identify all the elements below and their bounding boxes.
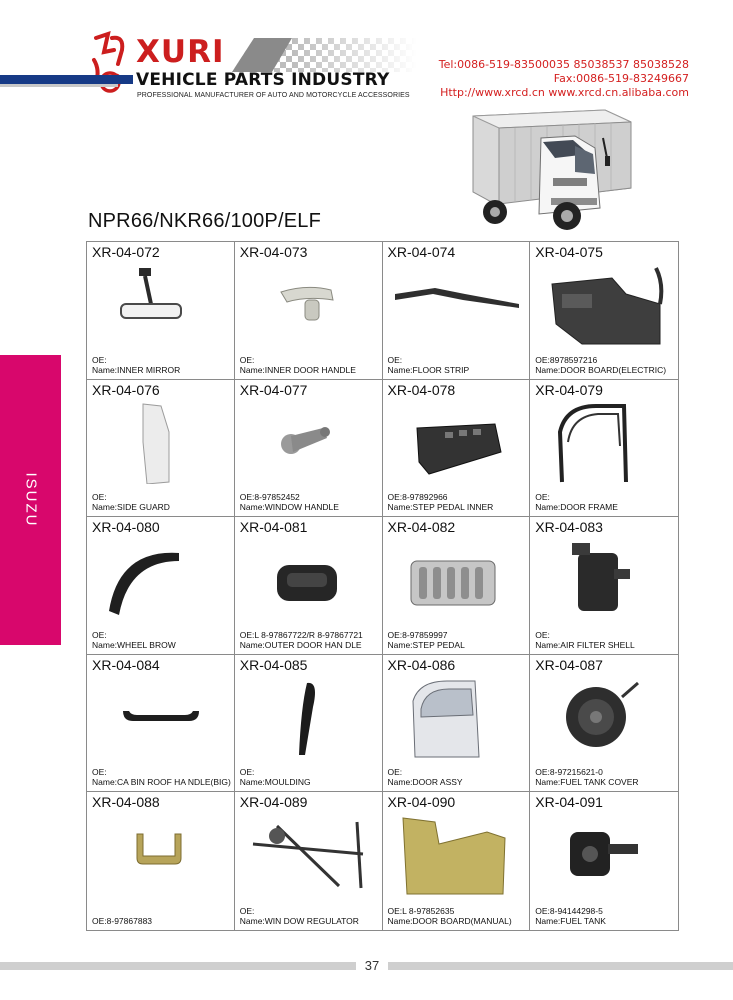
part-code: XR-04-079 <box>535 381 603 398</box>
wheel-brow-image <box>99 539 223 621</box>
door-assy-image <box>395 677 519 759</box>
side-tab-label: ISUZU <box>22 472 39 528</box>
handle-bracket-image <box>99 814 223 896</box>
part-cell[interactable] <box>383 380 531 518</box>
part-oe: OE: <box>239 767 255 778</box>
part-info <box>535 630 635 650</box>
part-cell[interactable] <box>383 655 531 793</box>
part-code: XR-04-088 <box>92 794 160 811</box>
checker-pattern-icon <box>232 38 417 72</box>
part-code: XR-04-091 <box>535 794 603 811</box>
part-oe: OE:8-94144298-5 <box>535 906 603 916</box>
part-oe: OE: <box>92 354 107 365</box>
contact-tel: Tel:0086-519-83500035 85038537 85038528 <box>438 58 689 71</box>
part-name: Name:WHEEL BROW <box>92 639 176 650</box>
part-cell[interactable] <box>530 517 678 655</box>
part-code: XR-04-072 <box>92 244 160 260</box>
door-frame-image <box>542 402 666 484</box>
part-code: XR-04-080 <box>92 519 160 536</box>
floor-strip-image <box>395 264 519 346</box>
part-oe: OE:L 8-97867722/R 8-97867721 <box>239 629 363 640</box>
part-info <box>535 355 666 375</box>
part-info <box>92 916 152 926</box>
part-name: Name:MOULDING <box>239 777 311 788</box>
part-code: XR-04-076 <box>92 381 160 398</box>
door-board-electric-image <box>542 264 666 346</box>
part-name: Name:OUTER DOOR HAN DLE <box>239 639 362 650</box>
side-guard-image <box>99 402 223 484</box>
part-info <box>240 355 356 375</box>
part-oe: OE: <box>387 354 403 365</box>
part-cell[interactable] <box>87 792 235 930</box>
part-oe: OE: <box>239 354 255 365</box>
part-code: XR-04-090 <box>387 794 456 811</box>
part-oe: OE:8-97892966 <box>387 492 448 503</box>
part-info <box>535 767 638 787</box>
side-tab-isuzu <box>0 355 61 645</box>
company-name: VEHICLE PARTS INDUSTRY <box>136 70 390 90</box>
header-stripe <box>0 75 133 84</box>
fuel-tank-image <box>542 814 666 896</box>
part-name: Name:STEP PEDAL INNER <box>387 502 494 513</box>
part-info <box>388 355 470 375</box>
footer-bar-left <box>0 962 356 970</box>
part-name: Name:CA BIN ROOF HA NDLE(BIG) <box>92 777 231 788</box>
moulding-image <box>247 677 371 759</box>
part-name: Name:DOOR BOARD(MANUAL) <box>387 916 512 926</box>
part-info <box>388 492 494 512</box>
part-name: Name:SIDE GUARD <box>92 502 170 513</box>
part-cell[interactable] <box>87 655 235 793</box>
footer-bar-right <box>388 962 733 970</box>
part-info <box>388 630 465 650</box>
part-oe: OE:8-97867883 <box>92 916 153 926</box>
part-name: Name:WIN DOW REGULATOR <box>239 916 359 926</box>
fuel-tank-cover-image <box>542 677 666 759</box>
part-name: Name:FLOOR STRIP <box>387 364 470 375</box>
brand-name: XURI <box>136 34 225 70</box>
part-cell[interactable] <box>235 380 383 518</box>
part-info <box>92 355 180 375</box>
part-oe: OE:8978597216 <box>535 354 598 365</box>
part-name: Name:DOOR BOARD(ELECTRIC) <box>535 364 667 375</box>
part-info <box>535 906 606 926</box>
part-name: Name:FUEL TANK <box>535 916 606 926</box>
part-info <box>388 906 512 926</box>
company-tagline: PROFESSIONAL MANUFACTURER OF AUTO AND MOTORCYCLE ACCESSORIES <box>137 92 410 99</box>
parts-grid <box>86 241 679 931</box>
step-pedal-image <box>395 539 519 621</box>
page-number: 37 <box>364 958 380 973</box>
step-pedal-inner-image <box>395 402 519 484</box>
header-stripe-grey <box>0 84 118 87</box>
part-oe: OE: <box>92 767 107 778</box>
part-oe: OE: <box>92 629 107 640</box>
part-info <box>92 630 176 650</box>
part-cell[interactable] <box>383 792 531 930</box>
part-code: XR-04-083 <box>535 519 603 536</box>
part-code: XR-04-073 <box>239 244 308 260</box>
part-oe: OE:8-97859997 <box>387 629 448 640</box>
part-cell[interactable] <box>235 517 383 655</box>
part-code: XR-04-087 <box>535 656 603 673</box>
part-info <box>92 767 231 787</box>
part-code: XR-04-078 <box>387 381 456 398</box>
part-info <box>388 767 463 787</box>
part-oe: OE: <box>239 906 255 916</box>
part-name: Name:STEP PEDAL <box>387 639 465 650</box>
air-filter-shell-image <box>542 539 666 621</box>
model-title: NPR66/NKR66/100P/ELF <box>88 210 322 232</box>
part-cell[interactable] <box>530 380 678 518</box>
part-cell[interactable] <box>383 517 531 655</box>
part-code: XR-04-089 <box>239 794 308 811</box>
part-cell[interactable] <box>383 242 531 380</box>
inner-mirror-image <box>99 264 223 346</box>
part-code: XR-04-077 <box>239 381 308 398</box>
part-cell[interactable] <box>235 792 383 930</box>
truck-image <box>455 108 670 238</box>
part-info <box>240 630 363 650</box>
xuri-logo-icon <box>88 30 132 100</box>
outer-door-handle-image <box>247 539 371 621</box>
window-regulator-image <box>247 814 371 896</box>
contact-web[interactable]: Http://www.xrcd.cn www.xrcd.cn.alibaba.com <box>440 86 689 99</box>
part-cell[interactable] <box>87 242 235 380</box>
part-code: XR-04-084 <box>92 656 160 673</box>
part-cell[interactable] <box>530 242 678 380</box>
part-name: Name:AIR FILTER SHELL <box>535 639 635 650</box>
part-oe: OE: <box>535 492 550 503</box>
inner-door-handle-image <box>247 264 371 346</box>
part-info <box>240 492 339 512</box>
part-cell[interactable] <box>530 655 678 793</box>
part-info <box>240 767 311 787</box>
part-name: Name:DOOR ASSY <box>387 777 463 788</box>
part-cell[interactable] <box>235 655 383 793</box>
part-oe: OE: <box>535 629 550 640</box>
cabin-roof-handle-image <box>99 677 223 759</box>
part-oe: OE: <box>387 767 403 778</box>
part-code: XR-04-082 <box>387 519 456 536</box>
part-name: Name:WINDOW HANDLE <box>239 502 339 513</box>
part-code: XR-04-086 <box>387 656 456 673</box>
part-oe: OE:8-97852452 <box>239 492 300 503</box>
part-info <box>240 906 359 926</box>
part-code: XR-04-081 <box>239 519 308 536</box>
part-code: XR-04-074 <box>387 244 456 260</box>
part-code: XR-04-075 <box>535 244 603 260</box>
window-handle-image <box>247 402 371 484</box>
part-cell[interactable] <box>87 380 235 518</box>
part-oe: OE: <box>92 492 107 503</box>
part-cell[interactable] <box>235 242 383 380</box>
part-code: XR-04-085 <box>239 656 308 673</box>
part-name: Name:INNER MIRROR <box>92 364 181 375</box>
contact-block <box>439 58 689 100</box>
part-name: Name:DOOR FRAME <box>535 502 618 513</box>
part-oe: OE:L 8-97852635 <box>387 906 455 916</box>
part-name: Name:INNER DOOR HANDLE <box>239 364 356 375</box>
part-cell[interactable] <box>87 517 235 655</box>
part-oe: OE:8-97215621-0 <box>535 767 603 778</box>
contact-fax: Fax:0086-519-83249667 <box>553 72 689 85</box>
part-info <box>535 492 618 512</box>
part-info <box>92 492 170 512</box>
part-name: Name:FUEL TANK COVER <box>535 777 639 788</box>
part-cell[interactable] <box>530 792 678 930</box>
door-board-manual-image <box>395 814 519 896</box>
